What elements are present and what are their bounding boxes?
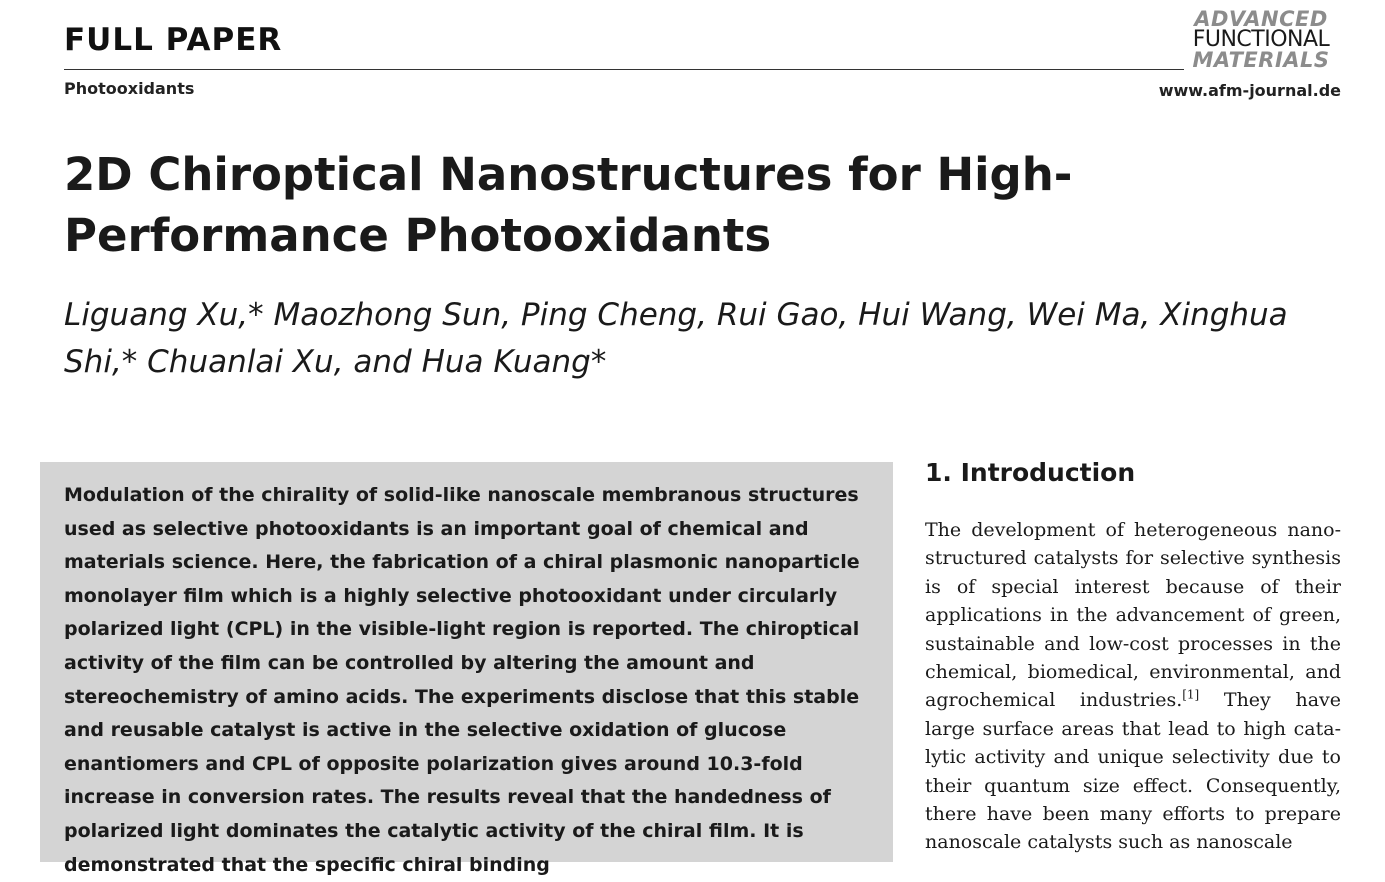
section-heading-introduction: 1. Introduction [925, 458, 1136, 487]
introduction-paragraph [925, 516, 1341, 857]
article-title: 2D Chiroptical Nanostructures for High-Performance Photooxidants [64, 148, 1073, 262]
journal-logo-line3: MATERIALS [1192, 47, 1330, 72]
journal-logo [1181, 7, 1341, 72]
section-label: FULL PAPER [64, 22, 283, 58]
author-list: Liguang Xu,* Maozhong Sun, Ping Cheng, Rui Gao, Hui Wang, Wei Ma, Xinghua Shi,* Chuanlai Xu, and Hua Kuang* [64, 297, 1288, 380]
citation-ref-1[interactable]: [1] [1182, 688, 1200, 703]
journal-logo-line1: ADVANCED [1194, 7, 1328, 31]
topic-label: Photooxidants [64, 79, 195, 98]
intro-text-part2: They have large surface areas that lead to high catalytic activity and unique selectivity due to their quantum size effect. Consequently, there have been many efforts to prepare nanoscale catalysts such as nanoscale [925, 689, 1341, 854]
journal-logo-line2: FUNCTIONAL [1192, 26, 1330, 52]
abstract-text: Modulation of the chirality of solid-like nanoscale membranous structures used as selective photooxidants is an important goal of chemical and materials science. Here, the fabrication of a chiral plasmonic nanoparticle monolayer film which is a highly selective photooxidant under circularly polarized light (CPL) in the visible-light region is reported. The chiroptical activity of the film can be controlled by altering the amount and stereochemistry of amino acids. The experiments disclose that this stable and reusable catalyst is active in the selective oxidation of glucose enantiomers and CPL of opposite polarization gives around 10.3-fold increase in conversion rates. The results reveal that the handedness of polarized light dominates the catalytic activity of the chiral film. It is demonstrated that the specific chiral binding [64, 484, 860, 876]
journal-url[interactable]: www.afm-journal.de [1158, 81, 1341, 100]
intro-text-part1: The development of heterogeneous nanostructured catalysts for selective synthesis is of special interest because of their applications in the advancement of green, sustainable and low-cost processes in the chemical, biomedical, environmental, and agrochemical industries. [925, 519, 1341, 712]
header-divider [64, 69, 1184, 70]
abstract-box [40, 462, 893, 876]
